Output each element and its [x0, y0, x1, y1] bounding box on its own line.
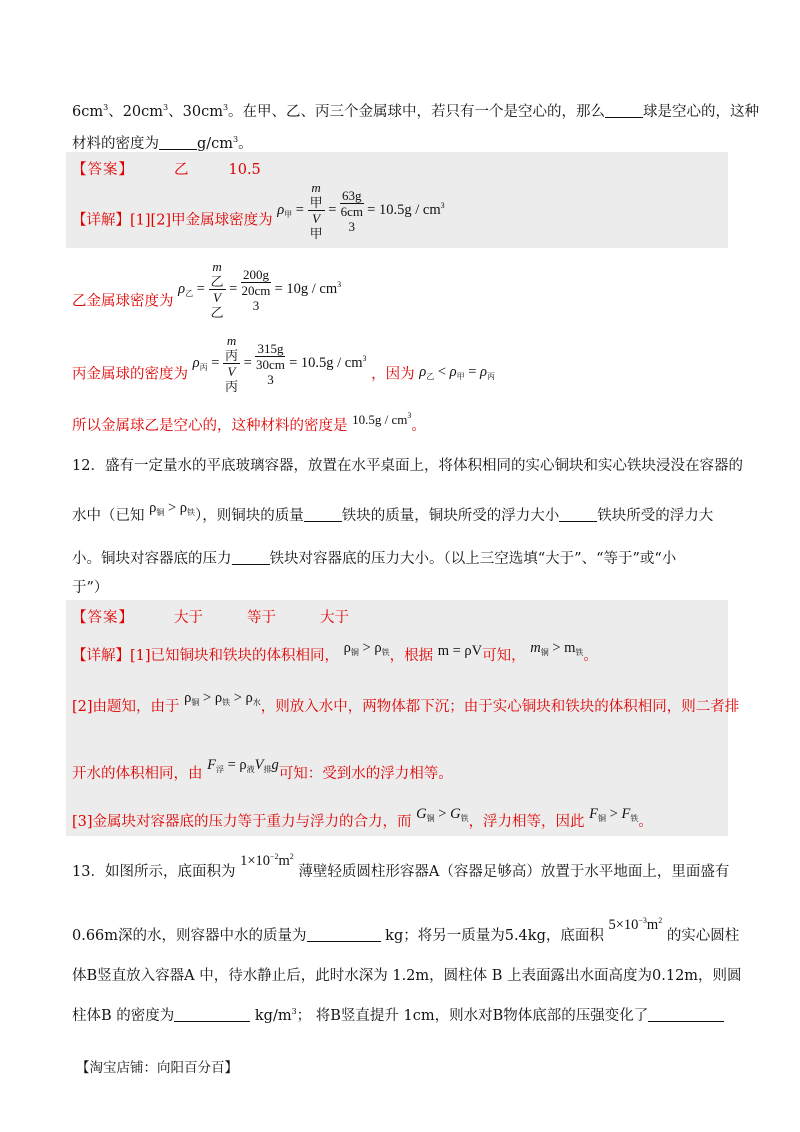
- q12-detail-2: [2]由题知，由于 $\rho_铜 > \rho_铁 > \rho_水$，则放入水中，两物体都下沉；由于实心铜块和铁块的体积相同，则二者排: [72, 689, 740, 715]
- q11-detail-bing: 丙金属球的密度为 $\rho_丙$ = m 丙 V 丙 = 315g 30cm 3 = $10.5g / cm^3$ ，因为 $\rho_乙 < \rho_甲 = \rho_丙$: [72, 333, 496, 394]
- footer-shop: 【淘宝店铺：向阳百分百】: [76, 1060, 238, 1076]
- equation-compare: $\rho_乙 < \rho_甲 = \rho_丙$: [419, 364, 496, 381]
- q12-detail-1: 【详解】[1]已知铜块和铁块的体积相同， $\rho_铜 > \rho_铁$，根据 m = ρV可知， $m_铜 > m_铁$。: [72, 639, 598, 664]
- q12-detail-4: [3]金属块对容器底的压力等于重力与浮力的合力，而 $G_铜 > G_铁$，浮力相等，因此 $F_铜 > F_铁$。: [72, 805, 653, 830]
- blank-q11-2: [159, 135, 197, 150]
- blank-q13-1: [307, 927, 381, 942]
- blank-q12-2: [559, 507, 597, 522]
- q12-line1: 12．盛有一定量水的平底玻璃容器，放置在水平桌面上，将体积相同的实心铜块和实心铁块浸没在容器的: [72, 458, 743, 474]
- q11-detail-yi: 乙金属球密度为 $\rho_乙$ = m 乙 V 乙 = 200g 20cm 3 = $10g / cm^3$: [72, 259, 342, 320]
- q13-line1: 13．如图所示，底面积为 $1\times 10^{-2}m^2$ 薄壁轻质圆柱形容器A（容器足够高）放置于水平地面上，里面盛有: [72, 852, 730, 880]
- q11-conclusion: 所以金属球乙是空心的，这种材料的密度是 $10.5g / cm^3$。: [72, 411, 426, 434]
- equation-density-yi: $\rho_乙$ = m 乙 V 乙 = 200g 20cm 3 = $10g / cm^3$: [178, 259, 342, 320]
- q13-line3: 体B竖直放入容器A 中，待水静止后，此时水深为 1.2m，圆柱体 B 上表面露出水面高度为0.12m，则圆: [72, 968, 742, 984]
- q12-line2: 水中（已知 $\rho_铜 > \rho_铁$），则铜块的质量 铁块的质量，铜块所受的浮力大小 铁块所受的浮力大: [72, 499, 714, 524]
- q11-detail-jia: 【详解】[1][2]甲金属球密度为 $\rho_甲$ = m 甲 V 甲 = 63g 6cm 3 = $10.5g / cm^3$: [72, 180, 445, 241]
- q13-line2: 0.66m深的水，则容器中水的质量为 kg；将另一质量为5.4kg，底面积 $5\times 10^{-3}m^2$ 的实心圆柱: [72, 916, 740, 944]
- q12-line3: 小。铜块对容器底的压力 铁块对容器底的压力大小。（以上三空选填“大于”、“等于”或“小: [72, 551, 677, 567]
- blank-q13-2: [174, 1007, 250, 1022]
- blank-q13-3: [648, 1007, 724, 1022]
- q12-detail-3: 开水的体积相同，由 $F_浮 = \rho_液V_排g$可知：受到水的浮力相等。: [72, 756, 453, 782]
- blank-q12-3: [232, 550, 270, 565]
- blank-q11-1: [605, 103, 643, 118]
- blank-q12-1: [304, 507, 342, 522]
- q12-answer: 【答案】 大于 等于 大于: [72, 610, 349, 626]
- equation-density-jia: $\rho_甲$ = m 甲 V 甲 = 63g 6cm 3 = $10.5g / cm^3$: [277, 180, 445, 241]
- q13-line4: 柱体B 的密度为 $kg/m^3$； 将B竖直提升 1cm，则水对B物体底部的压强变化了: [72, 1002, 724, 1026]
- q11-line1: $6cm^3$、$20cm^3$、$30cm^3$。在甲、乙、丙三个金属球中，若只有一个是空心的，那么 球是空心的，这种: [72, 103, 760, 120]
- q12-answer-box: [66, 600, 728, 836]
- q11-line2: 材料的密度为 $g/cm^3$。: [72, 135, 253, 152]
- equation-density-bing: $\rho_丙$ = m 丙 V 丙 = 315g 30cm 3 = $10.5g / cm^3$: [192, 333, 367, 394]
- q12-line4: 于”）: [72, 580, 109, 596]
- q11-answer: 【答案】 乙 10.5: [72, 162, 261, 178]
